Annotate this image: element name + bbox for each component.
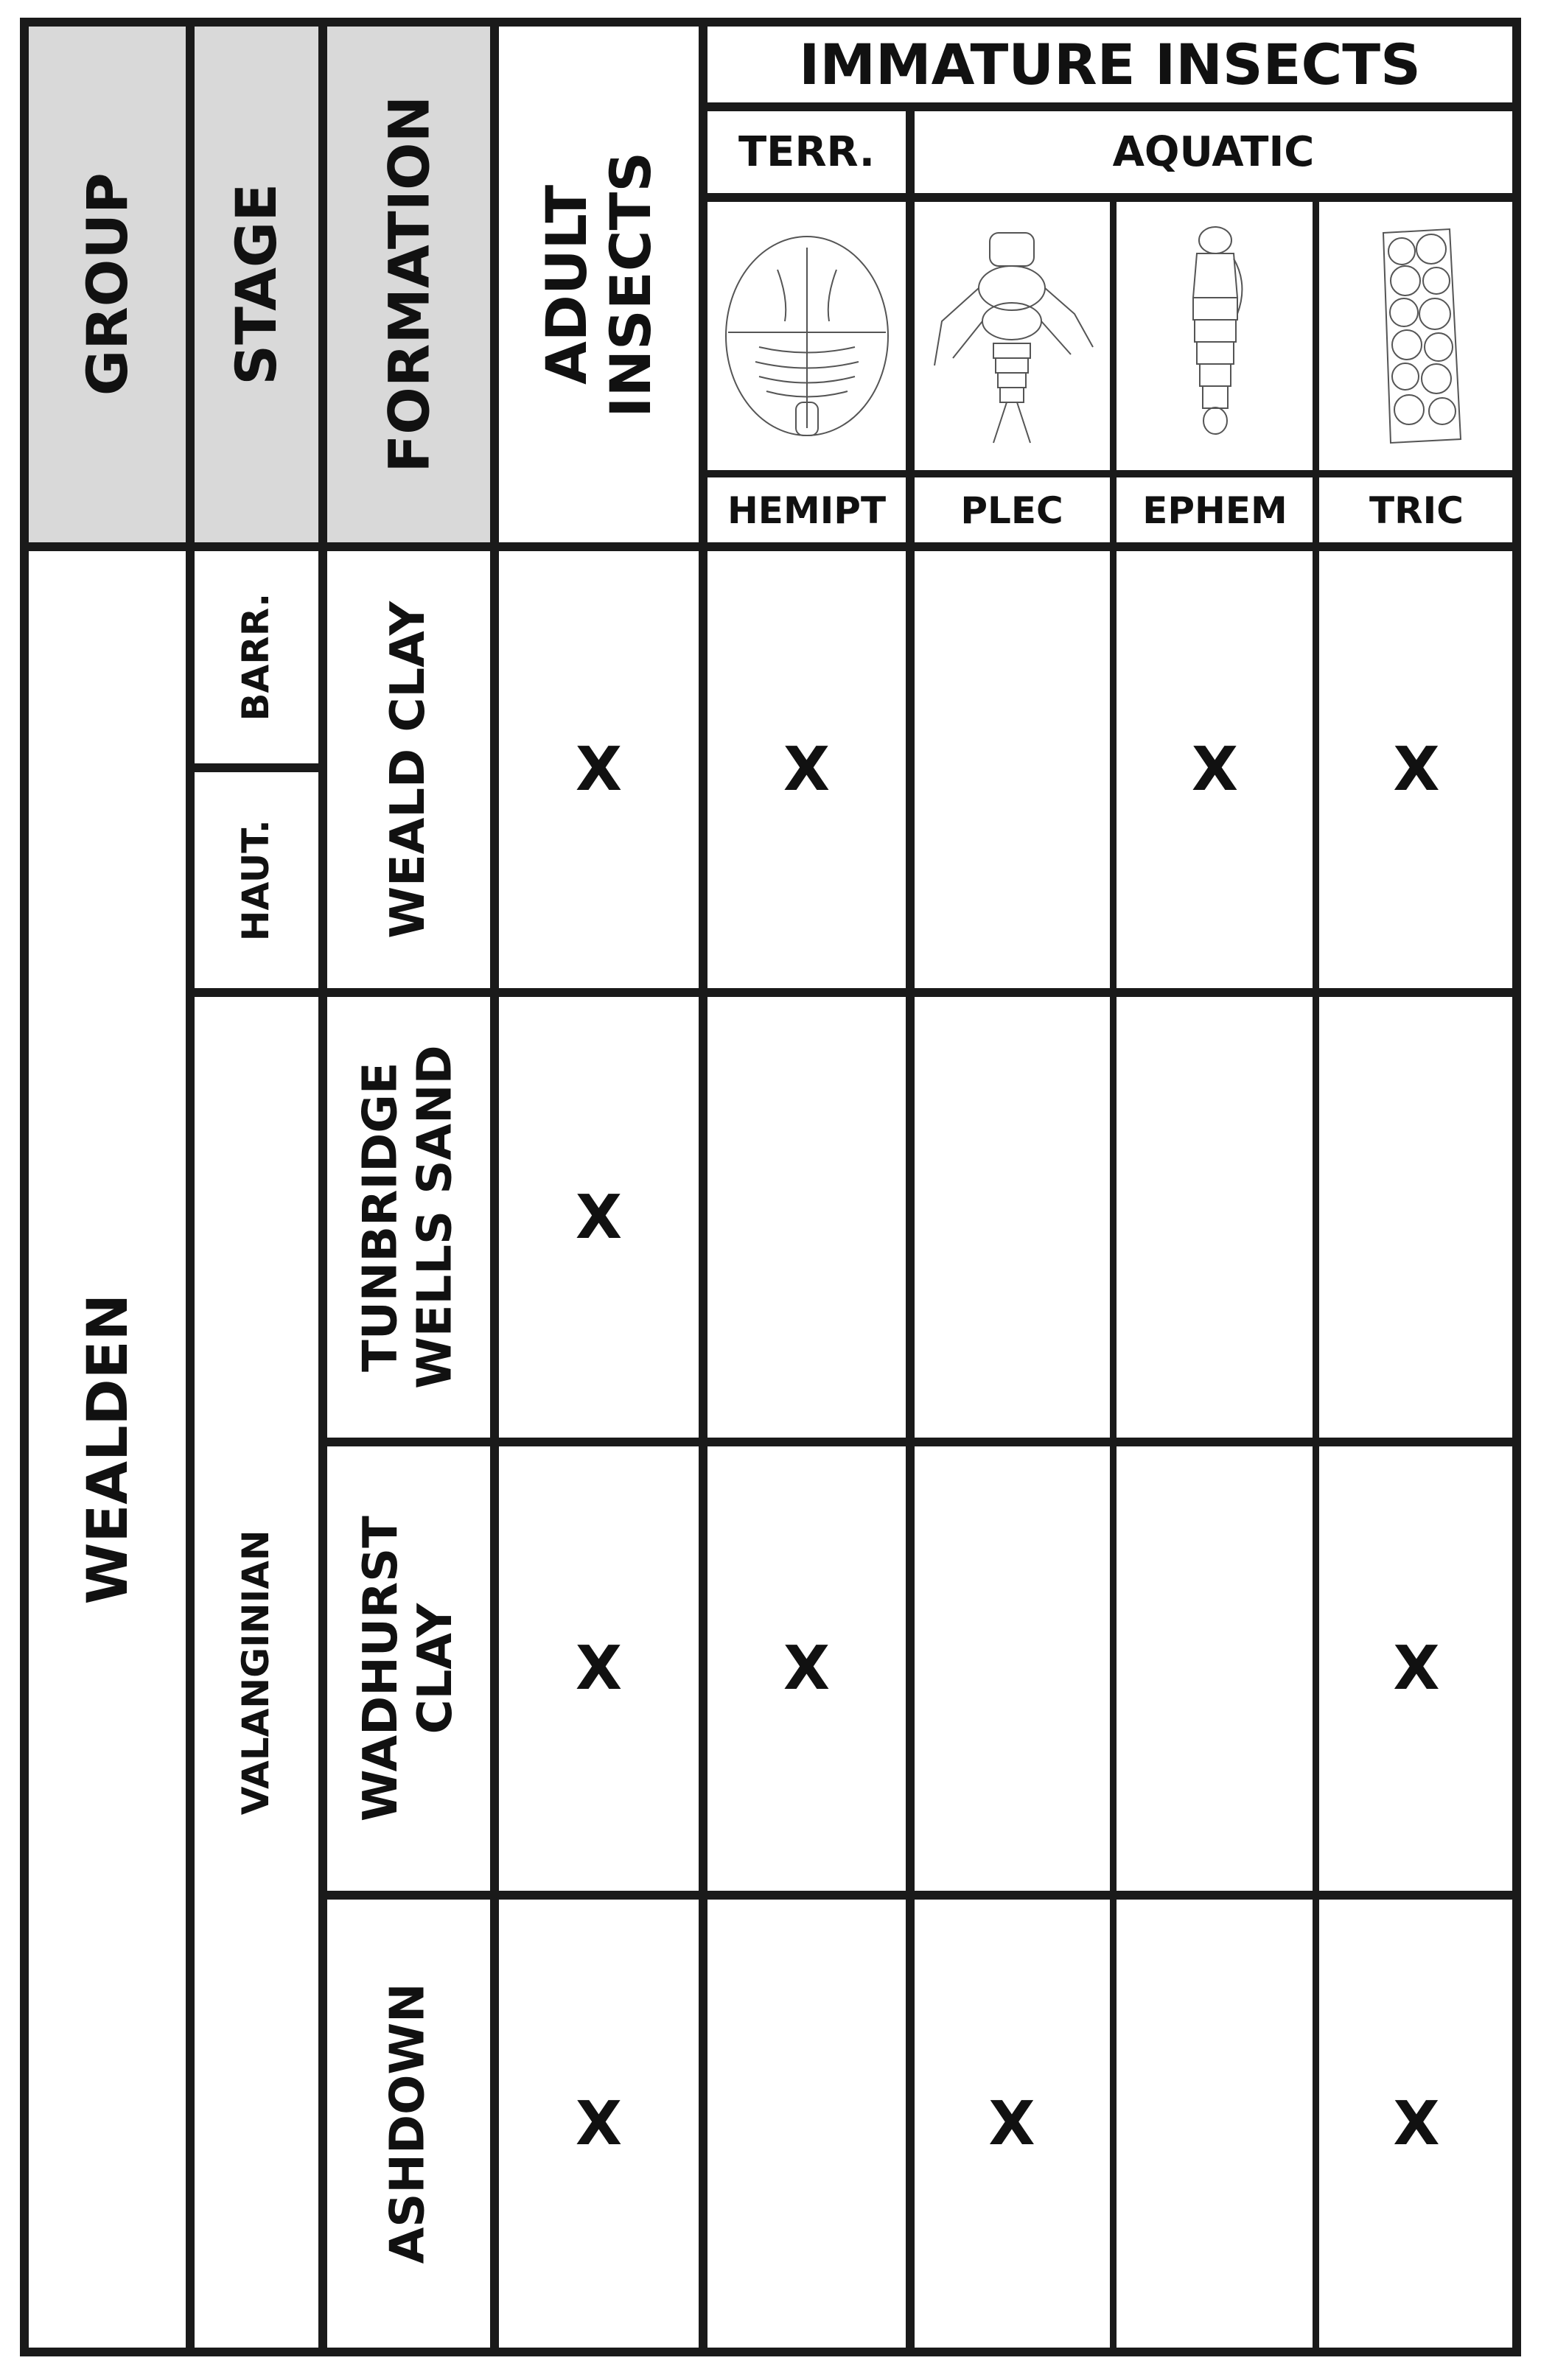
mark-cell — [910, 993, 1114, 1442]
border-bottom — [20, 2348, 1521, 2356]
vline-formation-adult — [490, 18, 499, 2356]
vline-plec-ephem — [1110, 197, 1117, 2356]
formation-ashdown-label: ASHDOWN — [380, 1983, 436, 2264]
mark-cell — [703, 993, 910, 1442]
group-wealden-label: WEALDEN — [74, 1294, 140, 1605]
vline-adult-immature — [699, 18, 707, 2356]
vline-ephem-tric — [1313, 197, 1319, 2356]
mark-cell — [703, 1895, 910, 2352]
mark-cell — [1114, 1895, 1316, 2352]
hline-row2 — [318, 1438, 1521, 1446]
mark-cell: X — [575, 735, 623, 805]
tric-label: TRIC — [1369, 489, 1464, 532]
hline-column-labels — [699, 470, 1521, 477]
hline-terr-aquatic — [699, 193, 1521, 202]
group-wealden — [24, 547, 190, 2352]
hemipt-label: HEMIPT — [727, 489, 887, 532]
vline-stage-formation — [318, 18, 327, 2356]
border-left — [20, 18, 29, 2356]
hline-barr-haut — [186, 763, 327, 772]
stage-valanginian — [190, 993, 323, 2352]
stage-haut-label: HAUT. — [234, 819, 278, 942]
hemipt-illustration — [703, 197, 910, 475]
hline-row3 — [318, 1891, 1521, 1900]
mark-cell — [1114, 993, 1316, 1442]
immature-insects-header: IMMATURE INSECTS — [799, 32, 1421, 97]
adult-header-line2: INSECTS — [598, 151, 664, 418]
formation-line1: WADHURST — [353, 1516, 408, 1821]
formation-header-label: FORMATION — [375, 96, 441, 473]
formation-tunbridge-wells-sand — [323, 993, 495, 1442]
group-header — [24, 22, 190, 547]
plec-label: PLEC — [960, 489, 1063, 532]
formation-wadhurst-clay-label — [354, 1516, 463, 1821]
plecopteran-nymph-icon — [920, 218, 1104, 454]
mark-cell: X — [1393, 2088, 1440, 2159]
formation-ashdown — [323, 1895, 495, 2352]
mark-cell — [1316, 993, 1517, 1442]
mark-cell: X — [575, 1634, 623, 1704]
adult-insects-header — [495, 22, 703, 547]
adult-header-line1: ADULT — [534, 184, 600, 385]
vline-group-stage — [186, 18, 195, 2356]
ephemeropteran-nymph-icon — [1123, 218, 1307, 454]
mark-cell: X — [1191, 735, 1239, 805]
mark-cell — [910, 1442, 1114, 1895]
vline-terr-aquatic — [906, 107, 915, 2356]
stage-barr-label: BARR. — [234, 593, 278, 721]
formation-weald-clay-label: WEALD CLAY — [380, 601, 436, 939]
group-header-label: GROUP — [74, 172, 140, 396]
formation-line2: CLAY — [408, 1603, 463, 1735]
mark-cell: X — [783, 1634, 831, 1704]
ephem-label: EPHEM — [1142, 489, 1287, 532]
hline-immature — [699, 102, 1521, 111]
adult-insects-header-label — [534, 152, 663, 418]
mark-cell: X — [575, 1182, 623, 1253]
hemipteran-nymph-icon — [715, 218, 899, 454]
formation-line1: TUNBRIDGE — [353, 1062, 408, 1373]
mark-cell — [910, 547, 1114, 993]
border-right — [1512, 18, 1521, 2356]
ephem-illustration — [1114, 197, 1316, 475]
formation-header — [323, 22, 495, 547]
aquatic-header: AQUATIC — [1112, 128, 1315, 176]
mark-cell — [1114, 1442, 1316, 1895]
stage-valanginian-label: VALANGINIAN — [234, 1529, 278, 1816]
formation-tunbridge-wells-sand-label — [354, 1046, 463, 1390]
stage-haut — [190, 768, 323, 993]
mark-cell: X — [783, 735, 831, 805]
tric-illustration — [1316, 197, 1517, 475]
formation-wadhurst-clay — [323, 1442, 495, 1895]
plec-illustration — [910, 197, 1114, 475]
stage-header-label: STAGE — [223, 183, 290, 385]
border-top — [20, 18, 1521, 27]
hline-row1 — [186, 988, 1521, 997]
mark-cell: X — [1393, 735, 1440, 805]
mark-cell: X — [575, 2088, 623, 2159]
terr-header: TERR. — [738, 128, 875, 176]
formation-line2: WELLS SAND — [408, 1045, 463, 1390]
trichopteran-case-icon — [1324, 218, 1509, 454]
formation-weald-clay — [323, 547, 495, 993]
hline-header-body — [20, 542, 1521, 551]
stage-header — [190, 22, 323, 547]
stage-barr — [190, 547, 323, 768]
mark-cell: X — [988, 2088, 1035, 2159]
mark-cell: X — [1393, 1634, 1440, 1704]
